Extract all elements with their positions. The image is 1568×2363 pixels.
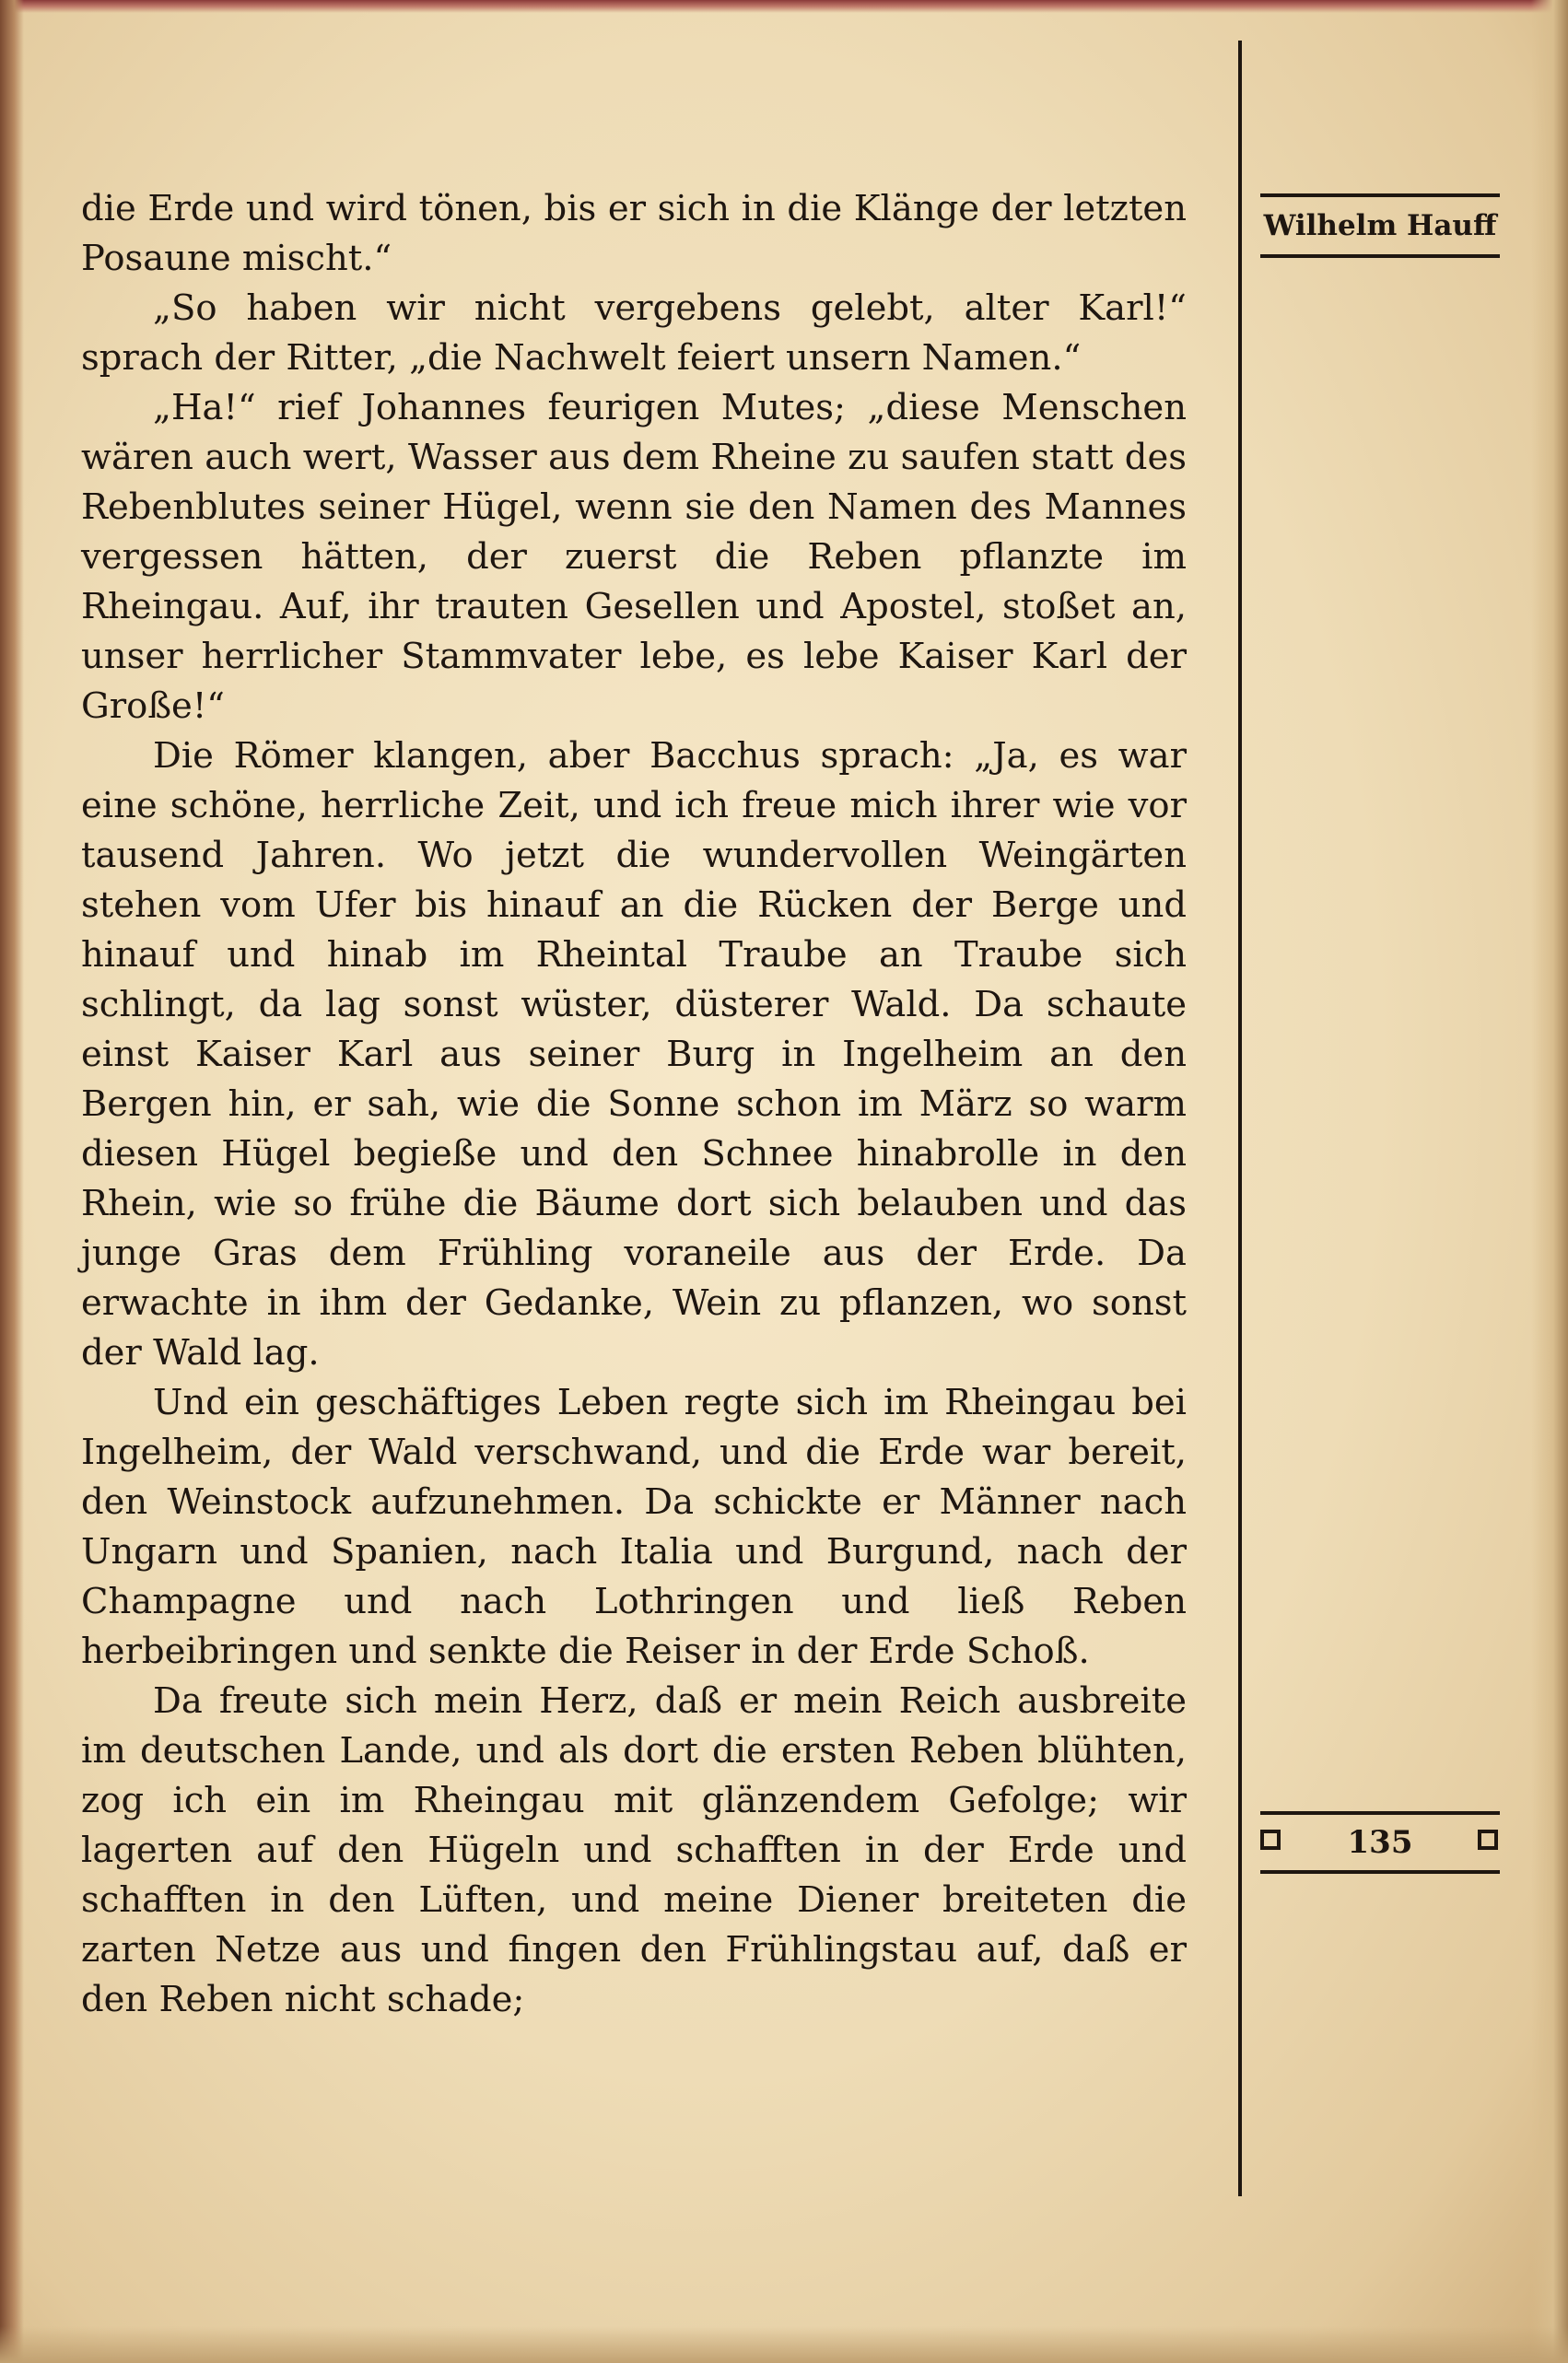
square-ornament-icon [1260, 1830, 1281, 1850]
author-name: Wilhelm Hauff [1263, 209, 1497, 242]
paragraph-2: „So haben wir nicht vergebens gelebt, alter Karl!“ sprach der Ritter, „die Nachwelt feiert unsern Namen.“ [81, 287, 1187, 379]
running-header [1260, 193, 1500, 260]
paragraph-4: Die Römer klangen, aber Bacchus sprach: „Ja, es war eine schöne, herrliche Zeit, und ich freue mich ihrer wie vor tausend Jahren. Wo jetzt die wundervollen Weingärten stehen vom Ufer bis hinauf an die Rücken der Berge und hinauf und hinab im Rheintal Traube an Traube sich schlingt, da lag sonst wüster, düsterer Wald. Da schaute einst Kaiser Karl aus seiner Burg in Ingelheim an den Bergen hin, er sah, wie die Sonne schon im März so warm diesen Hügel begieße und den Schnee hinabrolle in den Rhein, wie so frühe die Bäume dort sich belauben und das junge Gras dem Frühling voraneile aus der Erde. Da erwachte in ihm der Gedanke, Wein zu pflanzen, wo sonst der Wald lag. [81, 735, 1187, 1374]
page-right-edge [1531, 0, 1568, 2363]
paragraph-3: „Ha!“ rief Johannes feurigen Mutes; „diese Menschen wären auch wert, Wasser aus dem Rheine zu saufen statt des Rebenblutes seiner Hügel, wenn sie den Namen des Mannes vergessen hätten, der zuerst die Reben pflanzte im Rheingau. Auf, ihr trauten Gesellen und Apostel, stoßet an, unser herrlicher Stammvater lebe, es lebe Kaiser Karl der Große!“ [81, 387, 1187, 727]
page-top-edge [0, 0, 1568, 13]
header-rule-bottom [1260, 254, 1500, 258]
header-rule-top [1260, 193, 1500, 197]
paragraph-1: die Erde und wird tönen, bis er sich in die Klänge der letzten Posaune mischt.“ [81, 188, 1187, 279]
page-number: 135 [1347, 1824, 1413, 1861]
square-ornament-icon [1478, 1830, 1498, 1850]
footer-rule-top [1260, 1811, 1500, 1815]
paragraph-5: Und ein geschäftiges Leben regte sich im Rheingau bei Ingelheim, der Wald verschwand, und die Erde war bereit, den Weinstock aufzunehmen. Da schickte er Männer nach Ungarn und Spanien, nach Italia und Burgund, nach der Champagne und nach Lothringen und ließ Reben herbeibringen und senkte die Reiser in der Erde Schoß. [81, 1382, 1187, 1672]
footer-rule-bottom [1260, 1870, 1500, 1874]
page-bottom-edge [0, 2326, 1568, 2363]
page-number-footer [1260, 1811, 1500, 1876]
margin-rule [1238, 41, 1242, 2196]
body-text [81, 184, 1187, 2025]
book-spine-edge [0, 0, 24, 2363]
paragraph-6: Da freute sich mein Herz, daß er mein Reich ausbreite im deutschen Lande, und als dort die ersten Reben blühten, zog ich ein im Rheingau mit glänzendem Gefolge; wir lagerten auf den Hügeln und schafften in der Erde und schafften in den Lüften, und meine Diener breiteten die zarten Netze aus und fingen den Frühlingstau auf, daß er den Reben nicht schade; [81, 1680, 1187, 2020]
